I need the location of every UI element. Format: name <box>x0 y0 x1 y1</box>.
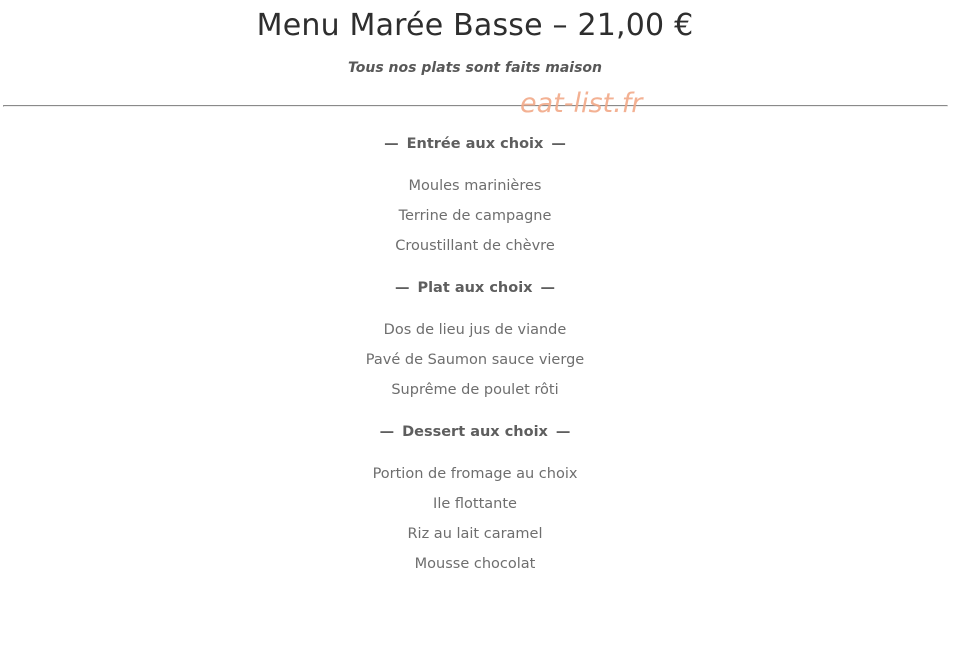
header-divider <box>3 105 948 107</box>
menu-item: Suprême de poulet rôti <box>391 382 559 398</box>
dash-left: — <box>394 280 410 296</box>
menu-item: Croustillant de chèvre <box>395 238 555 254</box>
menu-item: Portion de fromage au choix <box>372 466 578 482</box>
dash-right: — <box>551 136 566 152</box>
section-plat <box>0 270 950 405</box>
dash-left: — <box>379 424 395 440</box>
section-dessert <box>0 414 950 579</box>
section-entree <box>0 126 950 261</box>
watermark-logo: eat-list.fr <box>520 88 643 119</box>
dash-right: — <box>555 424 571 440</box>
menu-title: Menu Marée Basse – 21,00 € <box>256 8 694 43</box>
menu-item: Pavé de Saumon sauce vierge <box>365 352 585 368</box>
menu-item: Dos de lieu jus de viande <box>383 322 567 338</box>
menu-item: Moules marinières <box>408 178 542 194</box>
menu-content <box>0 126 950 588</box>
menu-subtitle: Tous nos plats sont faits maison <box>348 60 602 76</box>
item-list-dessert <box>0 459 950 579</box>
menu-item: Mousse chocolat <box>414 556 536 572</box>
menu-item: Terrine de campagne <box>398 208 552 224</box>
section-title-plat <box>0 270 950 306</box>
section-title-label: Dessert aux choix <box>402 424 548 440</box>
item-list-plat <box>0 315 950 405</box>
dash-left: — <box>384 136 399 152</box>
item-list-entree <box>0 171 950 261</box>
section-title-entree <box>0 126 950 162</box>
section-title-label: Entrée aux choix <box>406 136 544 152</box>
section-title-dessert <box>0 414 950 450</box>
section-title-label: Plat aux choix <box>417 280 533 296</box>
dash-right: — <box>540 280 556 296</box>
menu-item: Riz au lait caramel <box>407 526 543 542</box>
menu-item: Ile flottante <box>433 496 517 512</box>
